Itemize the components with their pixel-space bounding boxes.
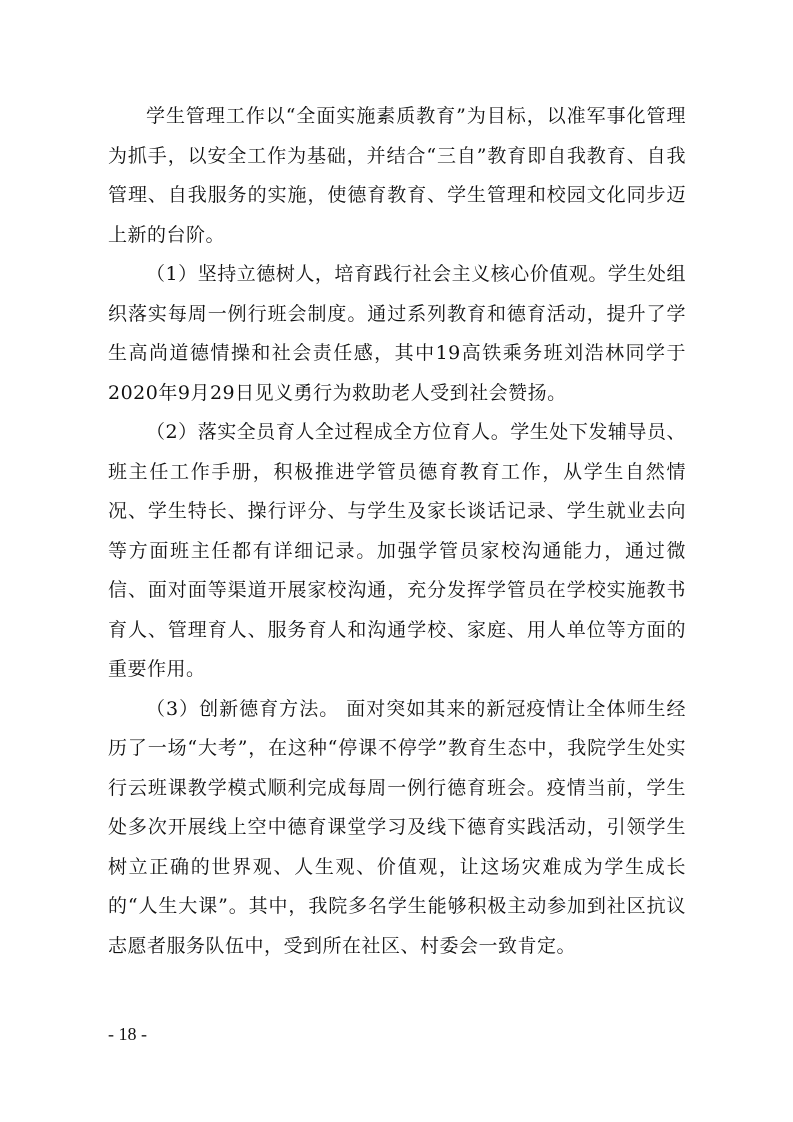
page-number: - 18 -	[108, 1024, 147, 1044]
body-text	[108, 97, 686, 966]
paragraph-intro: 学生管理工作以“全面实施素质教育”为目标，以准军事化管理为抓手，以安全工作为基础，并结合“三自”教育即自我教育、自我管理、自我服务的实施，使德育教育、学生管理和校园文化同步迈上新的台阶。	[108, 105, 686, 246]
paragraph-2: （2）落实全员育人全过程成全方位育人。学生处下发辅导员、班主任工作手册，积极推进学管员德育教育工作，从学生自然情况、学生特长、操行评分、与学生及家长谈话记录、学生就业去向等方面班主任都有详细记录。加强学管员家校沟通能力，通过微信、面对面等渠道开展家校沟通，充分发挥学管员在学校实施教书育人、管理育人、服务育人和沟通学校、家庭、用人单位等方面的重要作用。	[108, 421, 686, 680]
paragraph-3: （3）创新德育方法。 面对突如其来的新冠疫情让全体师生经历了一场“大考”，在这种“停课不停学”教育生态中，我院学生处实行云班课教学模式顺利完成每周一例行德育班会。疫情当前，学生处多次开展线上空中德育课堂学习及线下德育实践活动，引领学生树立正确的世界观、人生观、价值观，让这场灾难成为学生成长的“人生大课”。其中，我院多名学生能够积极主动参加到社区抗议志愿者服务队伍中，受到所在社区、村委会一致肯定。	[108, 697, 686, 957]
paragraph-1: （1）坚持立德树人，培育践行社会主义核心价值观。学生处组织落实每周一例行班会制度。通过系列教育和德育活动，提升了学生高尚道德情操和社会责任感，其中19高铁乘务班刘浩林同学于2020年9月29日见义勇行为救助老人受到社会赞扬。	[108, 263, 686, 404]
